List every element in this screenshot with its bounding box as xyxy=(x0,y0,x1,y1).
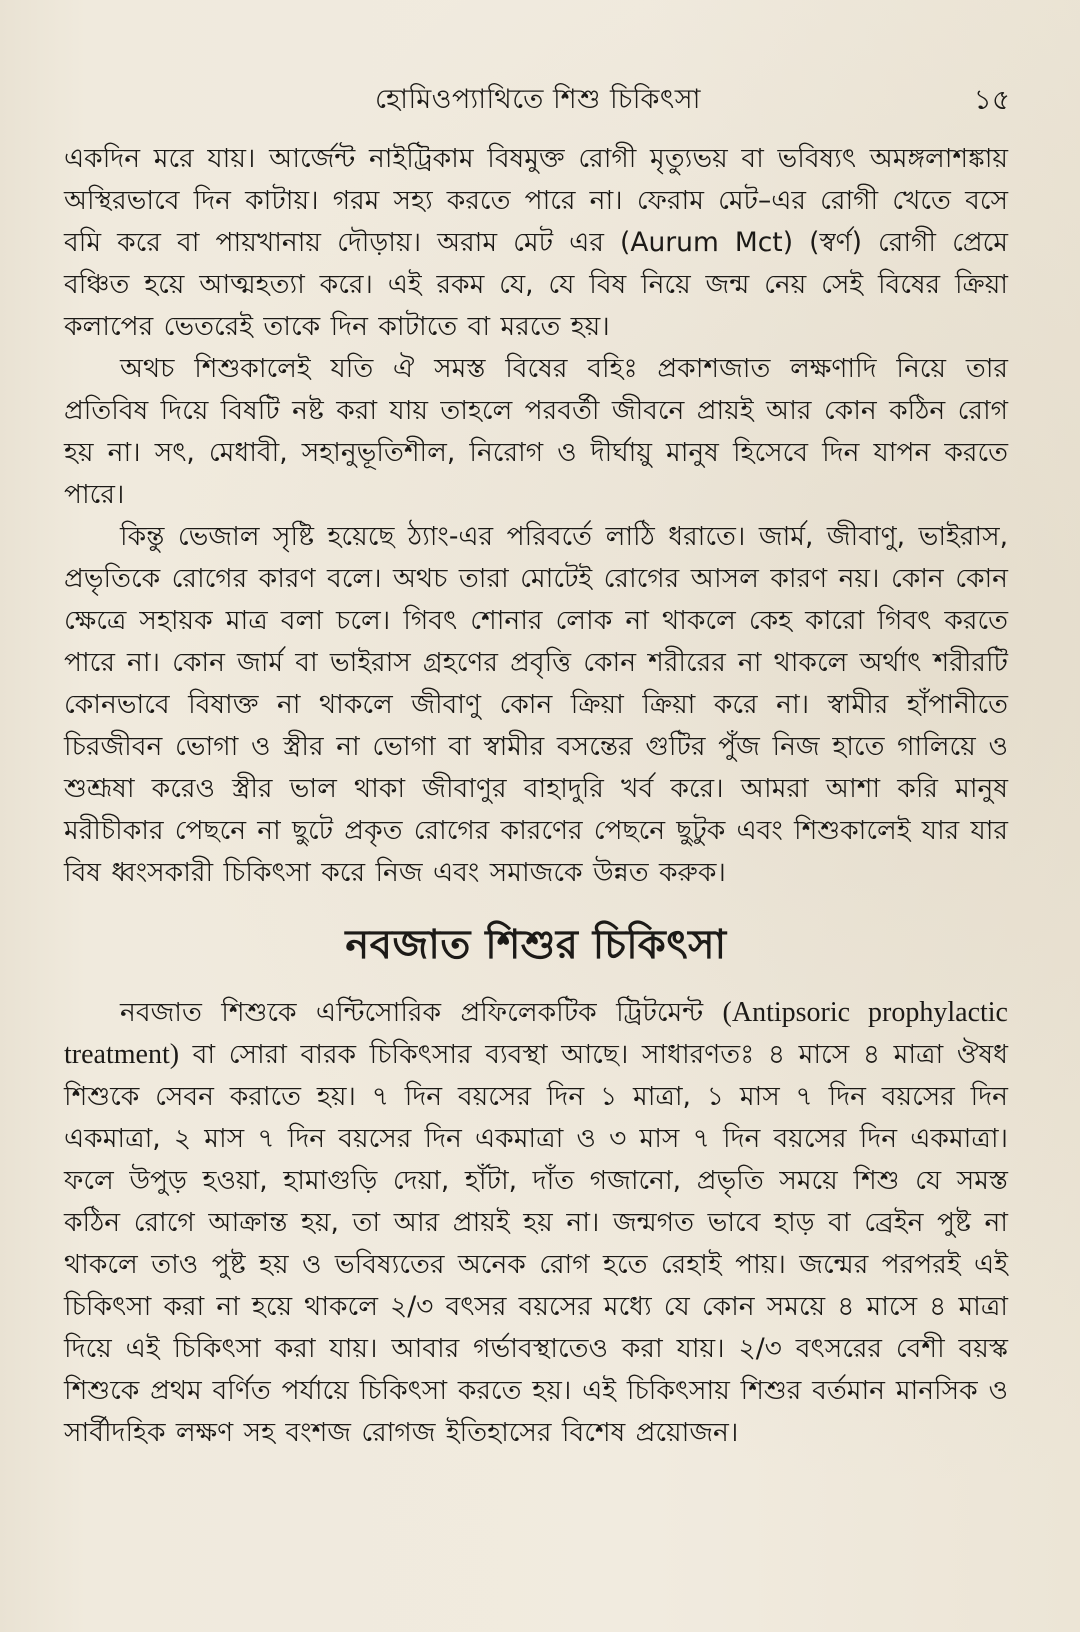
newborn-text-part1: নবজাত শিশুকে এন্টিসোরিক প্রফিলেকটিক ট্রিটমেন্ট xyxy=(120,997,723,1028)
body-text xyxy=(64,138,1008,1454)
paragraph-continuation: একদিন মরে যায়। আর্জেন্ট নাইট্রিকাম বিষমুক্ত রোগী মৃত্যুভয় বা ভবিষ্যৎ অমঙ্গলাশঙ্কায় অস্থিরভাবে দিন কাটায়। গরম সহ্য করতে পারে না। ফেরাম মেট–এর রোগী খেতে বসে বমি করে বা পায়খানায় দৌড়ায়। অরাম মেট এর (Aurum Mct) (স্বর্ণ) রোগী প্রেমে বঞ্চিত হয়ে আত্মহত্যা করে। এই রকম যে, যে বিষ নিয়ে জন্ম নেয় সেই বিষের ক্রিয়া কলাপের ভেতরেই তাকে দিন কাটাতে বা মরতে হয়। xyxy=(64,143,1008,342)
latin-term: (Antipsoric prophylactic treatment) xyxy=(64,997,1008,1070)
running-title: হোমিওপ্যাথিতে শিশু চিকিৎসা xyxy=(375,84,701,115)
paragraph-newborn-treatment xyxy=(64,992,1008,1454)
paragraph-germ-theory: কিন্তু ভেজাল সৃষ্টি হয়েছে ঠ্যাং-এর পরিবর্তে লাঠি ধরাতে। জার্ম, জীবাণু, ভাইরাস, প্রভৃতিকে রোগের কারণ বলে। অথচ তারা মোটেই রোগের আসল কারণ নয়। কোন কোন ক্ষেত্রে সহায়ক মাত্র বলা চলে। গিবৎ শোনার লোক না থাকলে কেহ কারো গিবৎ করতে পারে না। কোন জার্ম বা ভাইরাস গ্রহণের প্রবৃত্তি কোন শরীরের না থাকলে অর্থাৎ শরীরটি কোনভাবে বিষাক্ত না থাকলে জীবাণু কোন ক্রিয়া ক্রিয়া করে না। স্বামীর হাঁপানীতে চিরজীবন ভোগা ও স্ত্রীর না ভোগা বা স্বামীর বসন্তের গুটির পুঁজ নিজ হাতে গালিয়ে ও শুশ্রূষা করেও স্ত্রীর ভাল থাকা জীবাণুর বাহাদুরি খর্ব করে। আমরা আশা করি মানুষ মরীচীকার পেছনে না ছুটে প্রকৃত রোগের কারণের পেছনে ছুটুক এবং শিশুকালেই যার যার বিষ ধ্বংসকারী চিকিৎসা করে নিজ এবং সমাজকে উন্নত করুক। xyxy=(64,521,1008,888)
paragraph-childhood-treatment: অথচ শিশুকালেই যতি ঐ সমস্ত বিষের বহিঃ প্রকাশজাত লক্ষণাদি নিয়ে তার প্রতিবিষ দিয়ে বিষটি নষ্ট করা যায় তাহলে পরবর্তী জীবনে প্রায়ই আর কোন কঠিন রোগ হয় না। সৎ, মেধাবী, সহানুভূতিশীল, নিরোগ ও দীর্ঘায়ু মানুষ হিসেবে দিন যাপন করতে পারে। xyxy=(64,353,1008,510)
newborn-text-part2: বা সোরা বারক চিকিৎসার ব্যবস্থা আছে। সাধারণতঃ ৪ মাসে ৪ মাত্রা ঔষধ শিশুকে সেবন করাতে হয়। ৭ দিন বয়সের দিন ১ মাত্রা, ১ মাস ৭ দিন বয়সের দিন একমাত্রা, ২ মাস ৭ দিন বয়সের দিন একমাত্রা ও ৩ মাস ৭ দিন বয়সের দিন একমাত্রা। ফলে উপুড় হওয়া, হামাগুড়ি দেয়া, হাঁটা, দাঁত গজানো, প্রভৃতি সময়ে শিশু যে সমস্ত কঠিন রোগে আক্রান্ত হয়, তা আর প্রায়ই হয় না। জন্মগত ভাবে হাড় বা ব্রেইন পুষ্ট না থাকলে তাও পুষ্ট হয় ও ভবিষ্যতের অনেক রোগ হতে রেহাই পায়। জন্মের পরপরই এই চিকিৎসা করা না হয়ে থাকলে ২/৩ বৎসর বয়সের মধ্যে যে কোন সময়ে ৪ মাসে ৪ মাত্রা দিয়ে এই চিকিৎসা করা যায়। আবার গর্ভাবস্থাতেও করা যায়। ২/৩ বৎসরের বেশী বয়স্ক শিশুকে প্রথম বর্ণিত পর্যায়ে চিকিৎসা করতে হয়। এই চিকিৎসায় শিশুর বর্তমান মানসিক ও সার্বীদহিক লক্ষণ সহ বংশজ রোগজ ইতিহাসের বিশেষ প্রয়োজন। xyxy=(64,1039,1008,1448)
page-number: ১৫ xyxy=(973,83,1010,116)
running-head xyxy=(66,80,1010,120)
section-heading: নবজাত শিশুর চিকিৎসা xyxy=(345,922,727,968)
